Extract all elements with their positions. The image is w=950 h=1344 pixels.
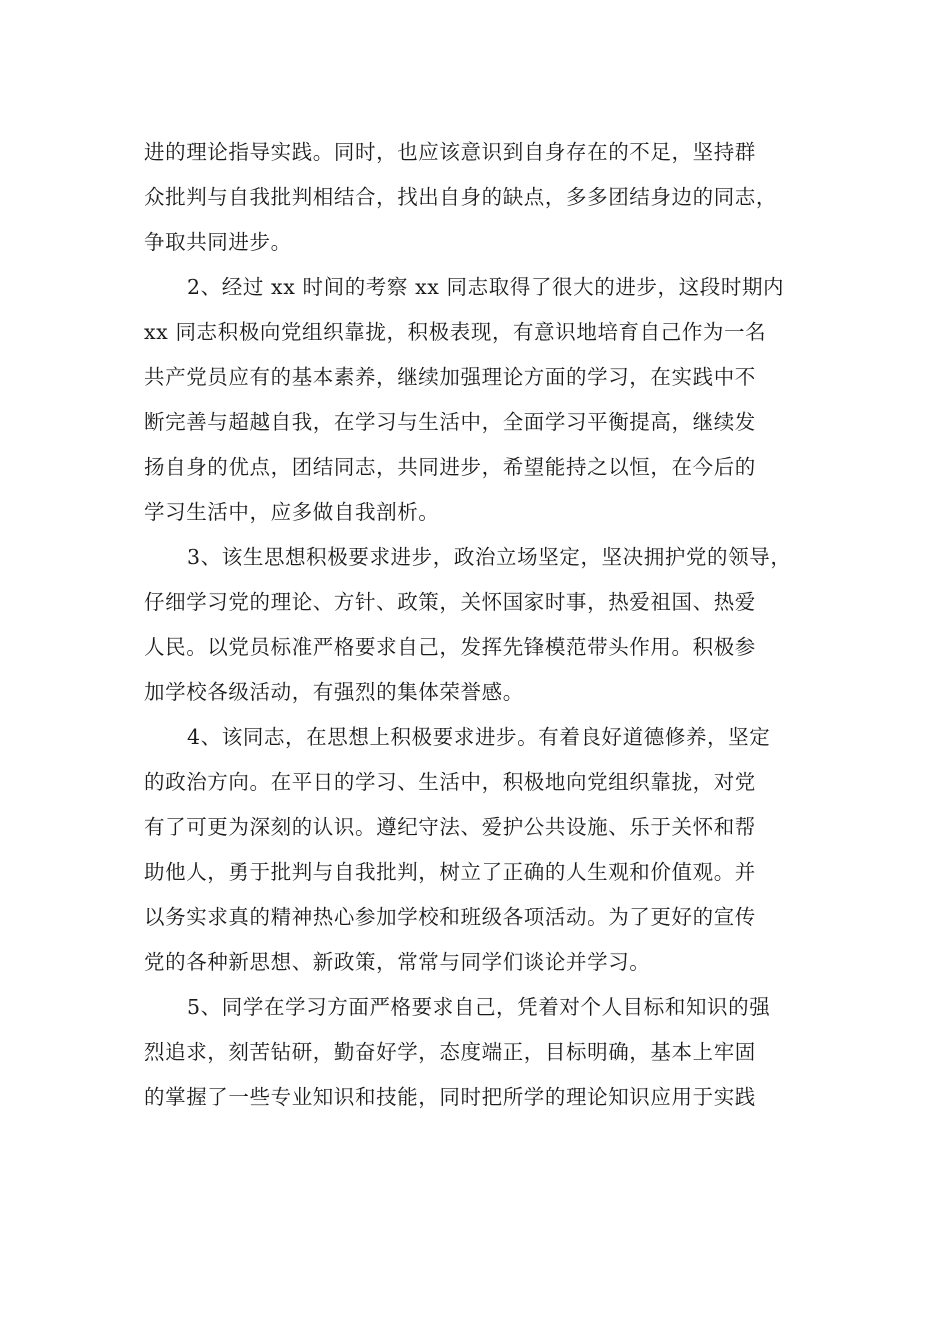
text-line: 以务实求真的精神热心参加学校和班级各项活动。为了更好的宣传 [144, 905, 756, 929]
text-line: 有了可更为深刻的认识。遵纪守法、爱护公共设施、乐于关怀和帮 [144, 815, 756, 839]
text-line: 人民。以党员标准严格要求自己，发挥先锋模范带头作用。积极参 [144, 635, 756, 659]
text-line: 2、经过 xx 时间的考察 xx 同志取得了很大的进步，这段时期内 [187, 275, 785, 299]
text-line: 众批判与自我批判相结合，找出自身的缺点，多多团结身边的同志， [144, 185, 777, 209]
text-line: 3、该生思想积极要求进步，政治立场坚定，坚决拥护党的领导， [187, 545, 792, 569]
text-line: 的政治方向。在平日的学习、生活中，积极地向党组织靠拢，对党 [144, 770, 756, 794]
text-line: 党的各种新思想、新政策，常常与同学们谈论并学习。 [144, 950, 651, 974]
paragraph-3 [144, 535, 812, 715]
text-line: 断完善与超越自我，在学习与生活中，全面学习平衡提高，继续发 [144, 410, 756, 434]
text-line: xx 同志积极向党组织靠拢，积极表现，有意识地培育自己作为一名 [144, 320, 767, 344]
text-line: 加学校各级活动，有强烈的集体荣誉感。 [144, 680, 524, 704]
paragraph-5 [144, 985, 812, 1120]
text-line: 4、该同志，在思想上积极要求进步。有着良好道德修养，坚定 [187, 725, 771, 749]
text-line: 进的理论指导实践。同时，也应该意识到自身存在的不足，坚持群 [144, 140, 756, 164]
text-line: 共产党员应有的基本素养，继续加强理论方面的学习，在实践中不 [144, 365, 756, 389]
paragraph-4 [144, 715, 812, 985]
text-line: 争取共同进步。 [144, 230, 292, 254]
text-line: 学习生活中，应多做自我剖析。 [144, 500, 440, 524]
text-line: 助他人，勇于批判与自我批判，树立了正确的人生观和价值观。并 [144, 860, 756, 884]
paragraph-1 [144, 130, 812, 265]
text-line: 仔细学习党的理论、方针、政策，关怀国家时事，热爱祖国、热爱 [144, 590, 756, 614]
paragraph-2 [144, 265, 812, 535]
text-line: 的掌握了一些专业知识和技能，同时把所学的理论知识应用于实践 [144, 1085, 756, 1109]
text-line: 5、同学在学习方面严格要求自己，凭着对个人目标和知识的强 [187, 995, 771, 1019]
document-body [144, 130, 812, 1120]
text-line: 烈追求，刻苦钻研，勤奋好学，态度端正，目标明确，基本上牢固 [144, 1040, 756, 1064]
text-line: 扬自身的优点，团结同志，共同进步，希望能持之以恒，在今后的 [144, 455, 756, 479]
